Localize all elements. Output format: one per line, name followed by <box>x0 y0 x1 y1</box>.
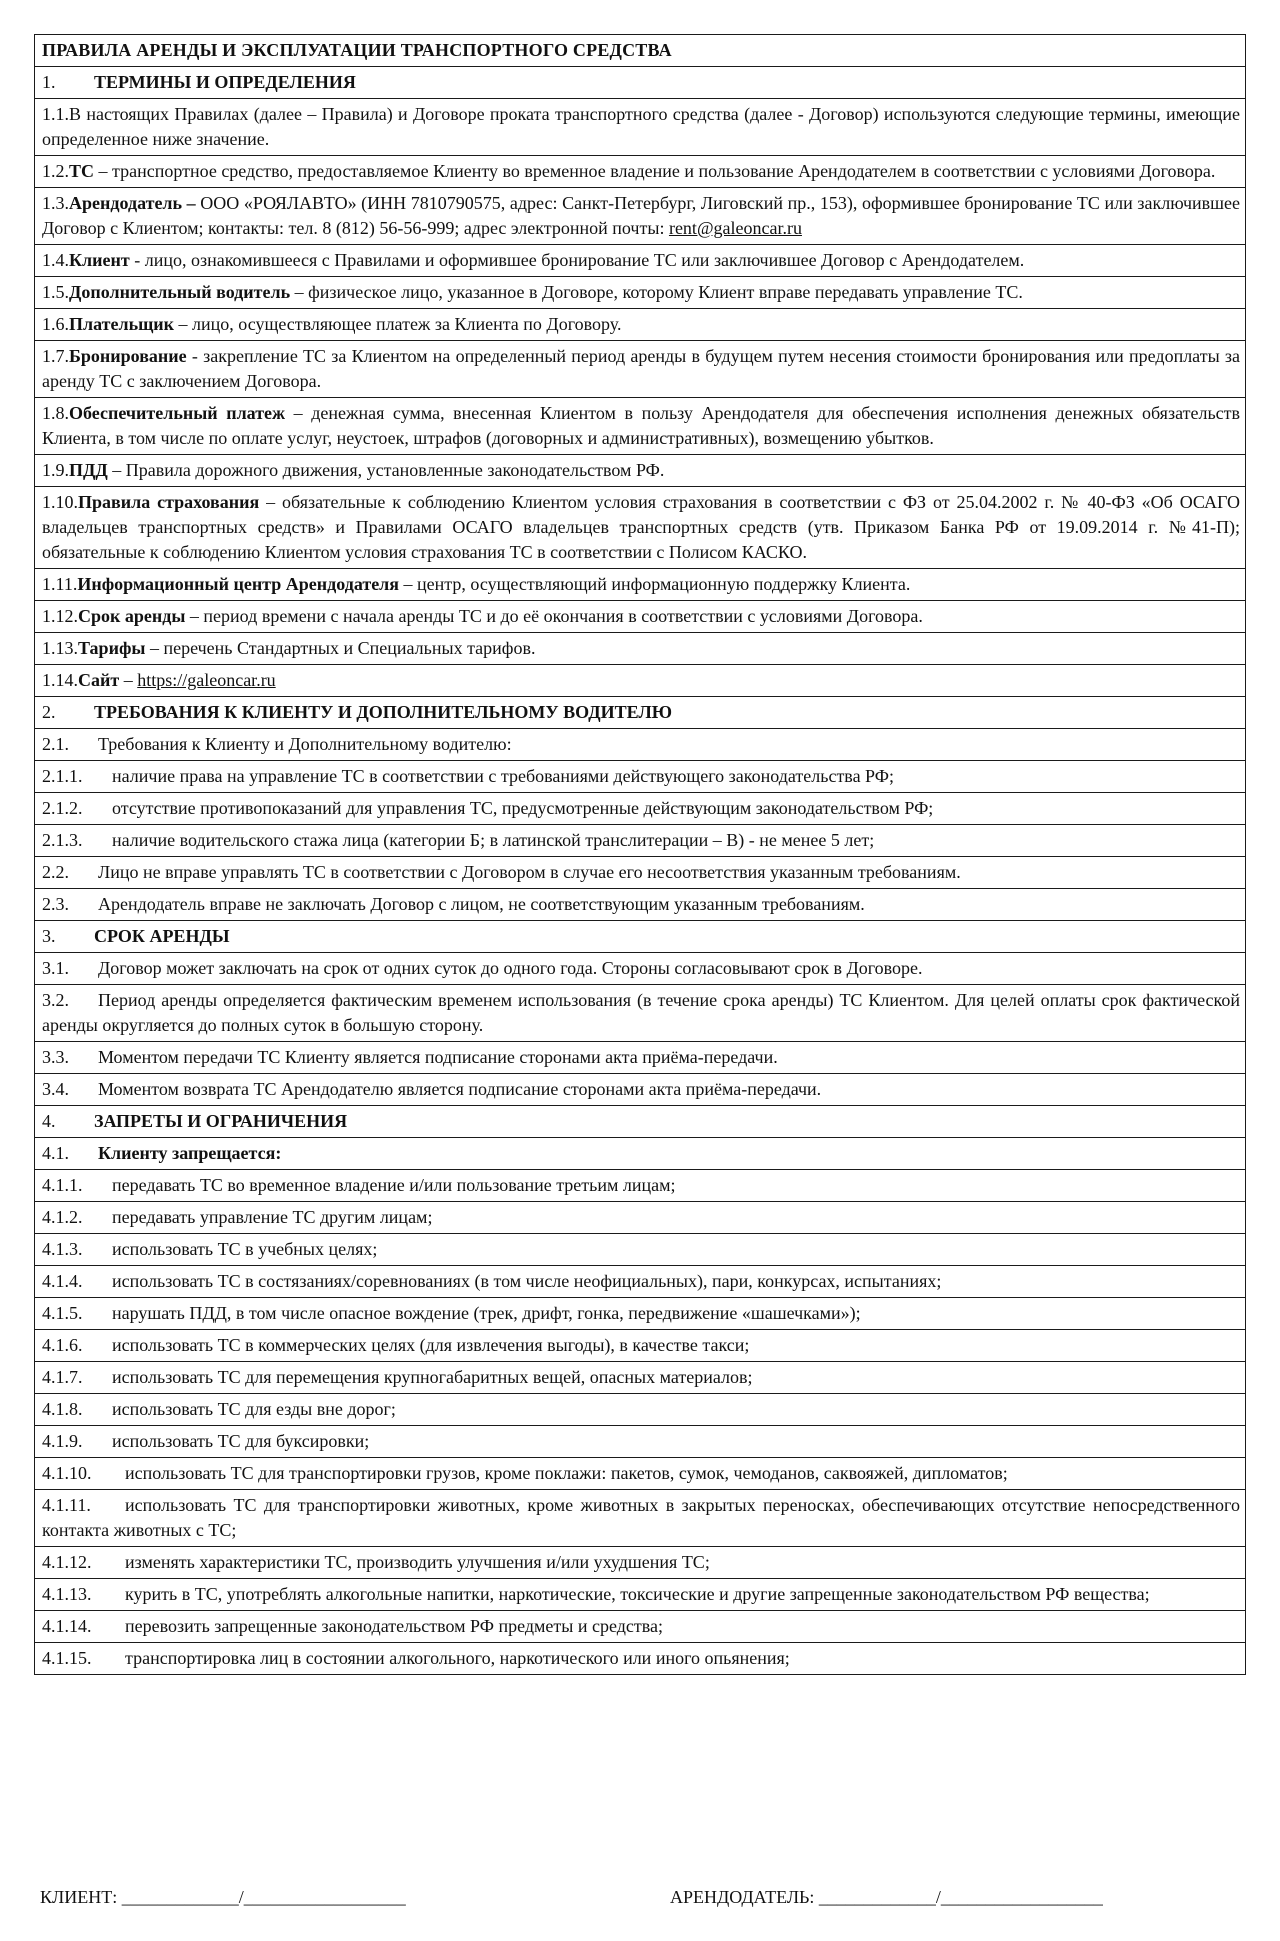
clause-term: ПДД <box>69 460 108 480</box>
clause-text: Период аренды определяется фактическим временем использования (в течение срока аренды) ТС Клиентом. Для целей оплаты срок фактической аренды округляется до полных суток в большую сторону. <box>42 990 1240 1035</box>
rules-table <box>34 34 1246 1675</box>
clause-cell <box>35 245 1246 277</box>
clause-text: – центр, осуществляющий информационную поддержку Клиента. <box>399 574 911 594</box>
clause-number: 1.9. <box>42 460 69 480</box>
clause-cell <box>35 1579 1246 1611</box>
clause-term: Клиент <box>69 250 130 270</box>
clause-row <box>35 398 1246 455</box>
clause-text: – перечень Стандартных и Специальных тарифов. <box>145 638 536 658</box>
clause-number: 4.1.6. <box>42 1335 83 1355</box>
clause-term: Срок аренды <box>78 606 186 626</box>
clause-number: 1.2. <box>42 161 69 181</box>
clause-cell <box>35 665 1246 697</box>
clause-text: использовать ТС для буксировки; <box>112 1431 370 1451</box>
clause-row <box>35 985 1246 1042</box>
clause-number: 4.1.2. <box>42 1207 83 1227</box>
clause-cell <box>35 455 1246 487</box>
document-title: ПРАВИЛА АРЕНДЫ И ЭКСПЛУАТАЦИИ ТРАНСПОРТНОГО СРЕДСТВА <box>35 35 1246 67</box>
clause-row <box>35 665 1246 697</box>
clause-text: использовать ТС для транспортировки животных, кроме животных в закрытых переносках, обеспечивающих отсутствие непосредственного контакта животных с ТС; <box>42 1495 1240 1540</box>
clause-text: нарушать ПДД, в том числе опасное вождение (трек, дрифт, гонка, передвижение «шашечками»); <box>112 1303 861 1323</box>
clause-text: – физическое лицо, указанное в Договоре, которому Клиент вправе передавать управление ТС. <box>290 282 1023 302</box>
section-title: ТЕРМИНЫ И ОПРЕДЕЛЕНИЯ <box>94 72 356 92</box>
clause-term: ТС <box>69 161 95 181</box>
clause-text: – денежная сумма, внесенная Клиентом в пользу Арендодателя для обеспечения исполнения денежных обязательств Клиента, в том числе по оплате услуг, неустоек, штрафов (договорных и административных), возмещению убытков. <box>42 403 1241 448</box>
clause-row <box>35 761 1246 793</box>
section-header-row <box>35 697 1246 729</box>
clause-number: 2.1.2. <box>42 798 83 818</box>
section-number: 1. <box>42 72 56 92</box>
clause-text: – обязательные к соблюдению Клиентом условия страхования в соответствии с ФЗ от 25.04.2002 г. № 40-ФЗ «Об ОСАГО владельцев транспортных средств» и Правилами ОСАГО владельцев транспортных средств (утв. Приказом Банка РФ от 19.09.2014 г. №41-П); обязательные к соблюдению Клиентом условия страхования ТС в соответствии с Полисом КАСКО. <box>42 492 1240 562</box>
clause-row <box>35 156 1246 188</box>
clause-term: Тарифы <box>78 638 146 658</box>
clause-text: – период времени с начала аренды ТС и до её окончания в соответствии с условиями Договора. <box>185 606 923 626</box>
clause-text: использовать ТС для езды вне дорог; <box>112 1399 396 1419</box>
section-header <box>35 67 1246 99</box>
clause-row <box>35 1234 1246 1266</box>
clause-number: 4.1.1. <box>42 1175 83 1195</box>
clause-cell <box>35 309 1246 341</box>
clause-text: – <box>119 670 138 690</box>
clause-number: 1.11. <box>42 574 78 594</box>
section-header <box>35 697 1246 729</box>
clause-row <box>35 1426 1246 1458</box>
clause-row <box>35 1138 1246 1170</box>
clause-text: Лицо не вправе управлять ТС в соответствии с Договором в случае его несоответствия указанным требованиям. <box>98 862 961 882</box>
clause-cell <box>35 985 1246 1042</box>
title-row <box>35 35 1246 67</box>
clause-number: 1.6. <box>42 314 69 334</box>
clause-text: передавать ТС во временное владение и/или пользование третьим лицам; <box>112 1175 676 1195</box>
clause-row <box>35 601 1246 633</box>
clause-cell <box>35 761 1246 793</box>
clause-text: – транспортное средство, предоставляемое Клиенту во временное владение и пользование Арендодателем в соответствии с условиями Договора. <box>94 161 1216 181</box>
clause-row <box>35 889 1246 921</box>
clause-text: В настоящих Правилах (далее – Правила) и Договоре проката транспортного средства (далее - Договор) используются следующие термины, имеющие определенное ниже значение. <box>42 104 1240 149</box>
clause-number: 2.2. <box>42 862 69 882</box>
clause-number: 4.1.14. <box>42 1616 92 1636</box>
clause-row <box>35 1611 1246 1643</box>
clause-number: 3.2. <box>42 990 69 1010</box>
clause-row <box>35 1458 1246 1490</box>
clause-text: использовать ТС для транспортировки грузов, кроме поклажи: пакетов, сумок, чемоданов, саквояжей, дипломатов; <box>125 1463 1008 1483</box>
clause-row <box>35 1643 1246 1675</box>
clause-text: наличие права на управление ТС в соответствии с требованиями действующего законодательства РФ; <box>112 766 894 786</box>
clause-cell <box>35 487 1246 569</box>
section-number: 4. <box>42 1111 56 1131</box>
clause-number: 4.1.11. <box>42 1495 91 1515</box>
section-number: 3. <box>42 926 56 946</box>
clause-cell <box>35 601 1246 633</box>
clause-cell <box>35 633 1246 665</box>
clause-cell <box>35 1042 1246 1074</box>
section-number: 2. <box>42 702 56 722</box>
clause-term: Клиенту запрещается: <box>98 1143 282 1163</box>
section-title: ТРЕБОВАНИЯ К КЛИЕНТУ И ДОПОЛНИТЕЛЬНОМУ ВОДИТЕЛЮ <box>94 702 673 722</box>
clause-row <box>35 1074 1246 1106</box>
clause-text: Арендодатель вправе не заключать Договор с лицом, не соответствующим указанным требованиям. <box>98 894 865 914</box>
clause-number: 4.1.5. <box>42 1303 83 1323</box>
clause-row <box>35 729 1246 761</box>
clause-term: Обеспечительный платеж <box>69 403 286 423</box>
clause-row <box>35 341 1246 398</box>
clause-number: 1.5. <box>42 282 69 302</box>
clause-cell <box>35 1611 1246 1643</box>
clause-number: 3.4. <box>42 1079 69 1099</box>
clause-number: 1.7. <box>42 346 69 366</box>
clause-row <box>35 99 1246 156</box>
clause-number: 4.1.13. <box>42 1584 92 1604</box>
clause-row <box>35 455 1246 487</box>
clause-term: Дополнительный водитель <box>69 282 291 302</box>
clause-text: - закрепление ТС за Клиентом на определенный период аренды в будущем путем несения стоимости бронирования или предоплаты за аренду ТС с заключением Договора. <box>42 346 1240 391</box>
clause-text: – лицо, осуществляющее платеж за Клиента по Договору. <box>174 314 622 334</box>
clause-number: 4.1.9. <box>42 1431 83 1451</box>
clause-term: Правила страхования <box>78 492 260 512</box>
clause-number: 4.1.7. <box>42 1367 83 1387</box>
clause-text: использовать ТС в состязаниях/соревнованиях (в том числе неофициальных), пари, конкурсах, испытаниях; <box>112 1271 942 1291</box>
clause-cell <box>35 99 1246 156</box>
clause-row <box>35 1579 1246 1611</box>
clause-cell <box>35 1394 1246 1426</box>
clause-cell <box>35 1266 1246 1298</box>
clause-number: 2.1. <box>42 734 69 754</box>
clause-number: 4.1.8. <box>42 1399 83 1419</box>
clause-number: 3.3. <box>42 1047 69 1067</box>
clause-term: Бронирование <box>69 346 187 366</box>
clause-number: 1.10. <box>42 492 78 512</box>
clause-number: 4.1.10. <box>42 1463 92 1483</box>
clause-number: 1.12. <box>42 606 78 626</box>
clause-number: 1.3. <box>42 193 69 213</box>
document-page <box>34 34 1246 1675</box>
clause-text: транспортировка лиц в состоянии алкогольного, наркотического или иного опьянения; <box>125 1648 790 1668</box>
clause-text: Договор может заключать на срок от одних суток до одного года. Стороны согласовывают срок в Договоре. <box>98 958 923 978</box>
clause-text: использовать ТС в учебных целях; <box>112 1239 378 1259</box>
clause-cell <box>35 1426 1246 1458</box>
clause-cell <box>35 1170 1246 1202</box>
clause-row <box>35 1266 1246 1298</box>
clause-cell <box>35 341 1246 398</box>
clause-row <box>35 1490 1246 1547</box>
clause-row <box>35 487 1246 569</box>
clause-row <box>35 1202 1246 1234</box>
clause-text: отсутствие противопоказаний для управления ТС, предусмотренные действующим законодательством РФ; <box>112 798 934 818</box>
clause-text: Моментом возврата ТС Арендодателю является подписание сторонами акта приёма-передачи. <box>98 1079 822 1099</box>
section-header-row <box>35 67 1246 99</box>
clause-row <box>35 825 1246 857</box>
clause-term: Сайт <box>78 670 120 690</box>
clause-row <box>35 1547 1246 1579</box>
clause-text: перевозить запрещенные законодательством РФ предметы и средства; <box>125 1616 663 1636</box>
clause-cell <box>35 1330 1246 1362</box>
clause-text: курить в ТС, употреблять алкогольные напитки, наркотические, токсические и другие запрещенные законодательством РФ вещества; <box>125 1584 1150 1604</box>
clause-cell <box>35 1547 1246 1579</box>
clause-cell <box>35 1362 1246 1394</box>
section-title: СРОК АРЕНДЫ <box>94 926 230 946</box>
clause-row <box>35 857 1246 889</box>
clause-term: Информационный центр Арендодателя <box>77 574 400 594</box>
clause-row <box>35 277 1246 309</box>
clause-row <box>35 1042 1246 1074</box>
clause-cell <box>35 1490 1246 1547</box>
client-signature-line: КЛИЕНТ: _____________/__________________ <box>40 1887 406 1907</box>
clause-cell <box>35 277 1246 309</box>
clause-number: 3.1. <box>42 958 69 978</box>
clause-row <box>35 1330 1246 1362</box>
clause-text: - лицо, ознакомившееся с Правилами и оформившее бронирование ТС или заключившее Договор с Арендодателем. <box>129 250 1025 270</box>
clause-number: 4.1.3. <box>42 1239 83 1259</box>
clause-cell <box>35 1458 1246 1490</box>
clause-number: 1.8. <box>42 403 69 423</box>
clause-text: передавать управление ТС другим лицам; <box>112 1207 433 1227</box>
clause-cell <box>35 889 1246 921</box>
clause-cell <box>35 188 1246 245</box>
clause-text: Требования к Клиенту и Дополнительному водителю: <box>98 734 512 754</box>
clause-row <box>35 633 1246 665</box>
clause-cell <box>35 1202 1246 1234</box>
clause-row <box>35 1362 1246 1394</box>
section-header-row <box>35 921 1246 953</box>
clause-row <box>35 309 1246 341</box>
clause-cell <box>35 156 1246 188</box>
clause-row <box>35 1170 1246 1202</box>
clause-row <box>35 569 1246 601</box>
clause-term: Плательщик <box>69 314 175 334</box>
clause-number: 1.4. <box>42 250 69 270</box>
clause-row <box>35 1298 1246 1330</box>
clause-number: 4.1.15. <box>42 1648 92 1668</box>
clause-cell <box>35 1138 1246 1170</box>
clause-number: 4.1.12. <box>42 1552 92 1572</box>
clause-number: 4.1.4. <box>42 1271 83 1291</box>
clause-text: наличие водительского стажа лица (категории Б; в латинской транслитерации – В) - не менее 5 лет; <box>112 830 875 850</box>
section-header <box>35 921 1246 953</box>
clause-number: 2.3. <box>42 894 69 914</box>
clause-text: использовать ТС для перемещения крупногабаритных вещей, опасных материалов; <box>112 1367 753 1387</box>
clause-row <box>35 1394 1246 1426</box>
section-title: ЗАПРЕТЫ И ОГРАНИЧЕНИЯ <box>94 1111 348 1131</box>
clause-text: Моментом передачи ТС Клиенту является подписание сторонами акта приёма-передачи. <box>98 1047 778 1067</box>
clause-cell <box>35 793 1246 825</box>
section-header <box>35 1106 1246 1138</box>
clause-text: – Правила дорожного движения, установленные законодательством РФ. <box>107 460 665 480</box>
clause-text: изменять характеристики ТС, производить улучшения и/или ухудшения ТС; <box>125 1552 710 1572</box>
clause-cell <box>35 953 1246 985</box>
clause-cell <box>35 1643 1246 1675</box>
clause-number: 2.1.3. <box>42 830 83 850</box>
clause-cell <box>35 1298 1246 1330</box>
clause-number: 1.14. <box>42 670 78 690</box>
clause-number: 2.1.1. <box>42 766 83 786</box>
clause-link[interactable]: https://galeoncar.ru <box>137 670 276 690</box>
clause-row <box>35 793 1246 825</box>
clause-cell <box>35 1234 1246 1266</box>
section-header-row <box>35 1106 1246 1138</box>
clause-cell <box>35 857 1246 889</box>
clause-text: ООО «РОЯЛАВТО» (ИНН 7810790575, адрес: Санкт-Петербург, Лиговский пр., 153), оформившее бронирование ТС или заключившее Договор с Клиентом; контакты: тел. 8 (812) 56-56-999; адрес электронной почты: <box>42 193 1241 238</box>
landlord-signature-line: АРЕНДОДАТЕЛЬ: _____________/__________________ <box>670 1887 1103 1907</box>
clause-number: 4.1. <box>42 1143 69 1163</box>
clause-row <box>35 245 1246 277</box>
clause-link[interactable]: rent@galeoncar.ru <box>668 218 802 238</box>
clause-text: использовать ТС в коммерческих целях (для извлечения выгоды), в качестве такси; <box>112 1335 750 1355</box>
clause-cell <box>35 398 1246 455</box>
clause-number: 1.13. <box>42 638 78 658</box>
clause-cell <box>35 825 1246 857</box>
clause-row <box>35 188 1246 245</box>
clause-row <box>35 953 1246 985</box>
clause-term: Арендодатель – <box>69 193 196 213</box>
clause-cell <box>35 1074 1246 1106</box>
clause-number: 1.1. <box>42 104 69 124</box>
clause-cell <box>35 569 1246 601</box>
clause-cell <box>35 729 1246 761</box>
